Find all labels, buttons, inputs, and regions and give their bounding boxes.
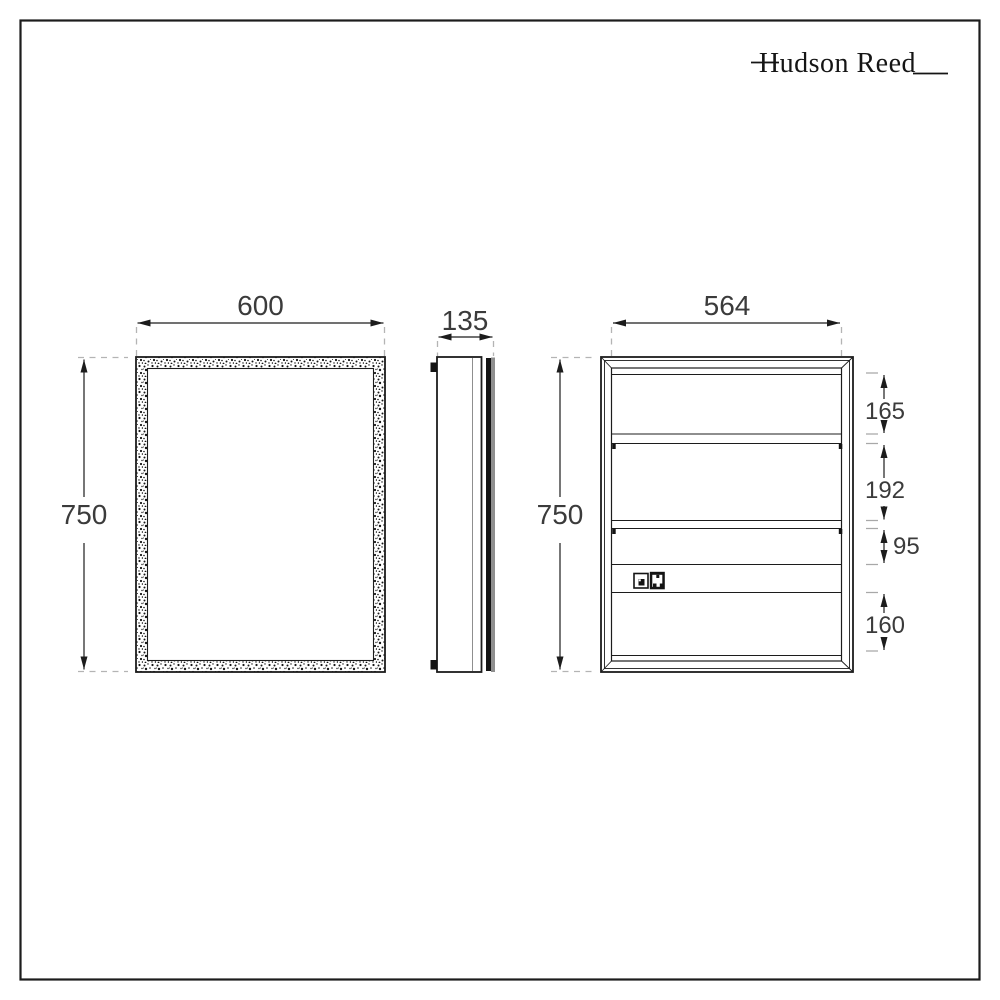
- wall-bracket-bottom: [431, 660, 438, 670]
- shelf-2: [612, 521, 842, 535]
- socket-band: [612, 565, 841, 593]
- section-dimension-192: [865, 445, 905, 520]
- section-dimension-95: [884, 530, 920, 563]
- side-view: [431, 305, 496, 672]
- shelf-pin-left: [612, 444, 616, 449]
- shelf-pin-right: [839, 529, 843, 534]
- cabinet-bevel-frame: [605, 361, 850, 669]
- section-dimensions: [865, 373, 920, 651]
- switch-icon: [634, 574, 648, 589]
- front-width-dimension: [137, 290, 385, 356]
- section-label-160: 160: [864, 612, 906, 639]
- shelf-lines: [612, 521, 841, 529]
- brand-name: Hudson Reed: [758, 48, 916, 79]
- cabinet-inner-frame: [612, 368, 842, 661]
- section-dimension-160: [865, 594, 905, 650]
- door-front-strip: [491, 358, 495, 673]
- section-label-192: 192: [864, 477, 906, 504]
- page-border: [21, 21, 980, 980]
- extension-lines: [137, 327, 385, 356]
- mirror-outer-edge: [136, 357, 385, 672]
- mitre-corner-lines: [601, 357, 853, 672]
- internal-height-dimension: [537, 358, 596, 672]
- cabinet-side-body: [437, 357, 482, 672]
- front-width-label: 600: [237, 290, 284, 321]
- shelf-pin-right: [839, 444, 843, 449]
- cabinet-outer-frame: [601, 357, 853, 672]
- extension-lines: [612, 327, 842, 356]
- front-height-dimension: [61, 358, 128, 672]
- side-depth-label: 135: [441, 305, 489, 336]
- extension-lines: [438, 341, 494, 356]
- brand-logo: [751, 48, 948, 79]
- mirror-inner-edge: [148, 369, 374, 661]
- shelf-1: [612, 434, 842, 449]
- shaver-socket-icon: [650, 572, 665, 590]
- shelf-lines: [612, 434, 841, 444]
- internal-width-label: 564: [703, 290, 751, 321]
- internal-height-label: 750: [536, 499, 584, 530]
- mirror-glass-edge: [486, 358, 491, 671]
- wall-bracket-top: [431, 363, 438, 373]
- section-dimension-165: [865, 375, 905, 433]
- mirror-frame-speckle-band: [136, 357, 385, 672]
- front-height-label: 750: [60, 499, 108, 530]
- shelf-pin-left: [612, 529, 616, 534]
- front-view: [61, 290, 385, 672]
- section-label-95: 95: [893, 533, 920, 560]
- section-label-165: 165: [864, 398, 906, 425]
- side-depth-dimension: [438, 305, 494, 356]
- internal-view: [537, 290, 920, 672]
- internal-width-dimension: [612, 290, 842, 356]
